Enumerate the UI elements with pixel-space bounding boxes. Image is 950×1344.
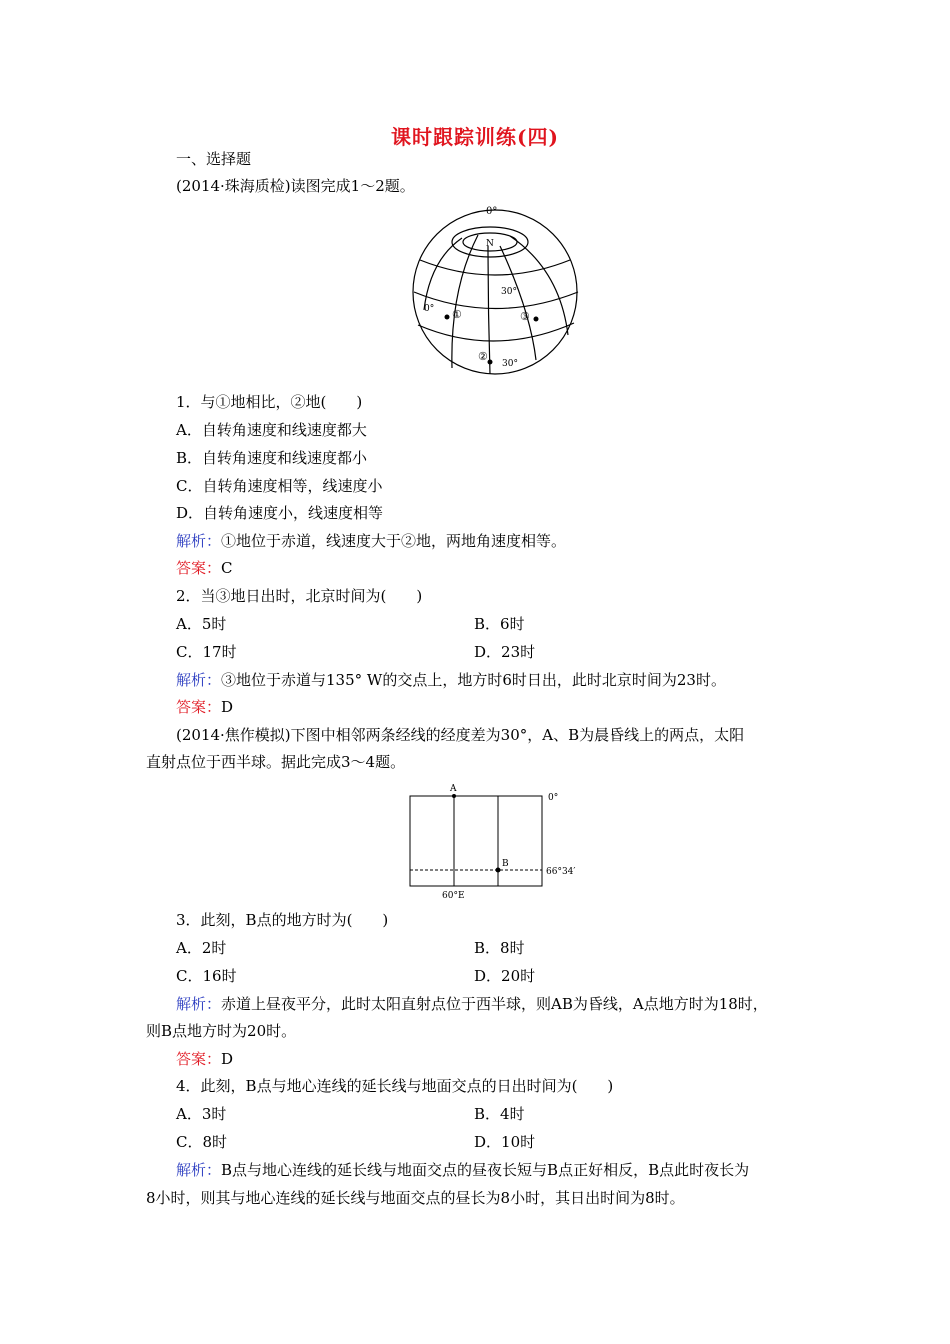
- globe-lat-label-1: 30°: [501, 287, 517, 297]
- q3-answer: [176, 1049, 233, 1069]
- point-a-dot: [452, 794, 456, 798]
- q2-analysis: [176, 670, 726, 690]
- answer-text: D: [221, 1050, 234, 1068]
- meridian-line: [510, 236, 568, 335]
- analysis-label: 解析：: [176, 532, 222, 550]
- q3-stem: 3．此刻，B点的地方时为( ): [176, 911, 389, 929]
- grid-border: [410, 796, 542, 886]
- analysis-text: 赤道上昼夜平分，此时太阳直射点位于西半球，则AB为昏线，A点地方时为18时，: [221, 995, 768, 1013]
- globe-figure: [400, 200, 590, 380]
- answer-label: 答案：: [176, 559, 222, 577]
- globe-outline: [413, 210, 577, 374]
- q4-option-b: B．4时: [474, 1105, 525, 1123]
- latitude-line: [420, 260, 570, 275]
- answer-text: C: [221, 559, 233, 577]
- q1-analysis: [176, 531, 566, 551]
- q4-option-a: A．3时: [176, 1105, 227, 1123]
- intro-q1-2: (2014·珠海质检)读图完成1～2题。: [176, 177, 415, 195]
- point-1-dot: [445, 315, 450, 320]
- section-heading: 一、选择题: [176, 150, 252, 168]
- globe-point-1: ①: [452, 308, 462, 321]
- q1-answer: [176, 558, 233, 578]
- intro-q3-4-line1: (2014·焦作模拟)下图中相邻两条经线的经度差为30°，A、B为晨昏线上的两点，太阳: [176, 726, 745, 744]
- q2-option-d: D．23时: [474, 643, 536, 661]
- meridian-line: [500, 246, 536, 360]
- q2-option-a: A．5时: [176, 615, 227, 633]
- analysis-label: 解析：: [176, 671, 222, 689]
- meridian-line: [452, 235, 478, 368]
- q4-analysis-line2: 8小时，则其与地心连线的延长线与地面交点的昼长为8小时，其日出时间为8时。: [146, 1189, 685, 1207]
- globe-lat-label-2: 30°: [502, 359, 518, 369]
- q1-option-b: B．自转角速度和线速度都小: [176, 449, 368, 467]
- analysis-text: ①地位于赤道，线速度大于②地，两地角速度相等。: [221, 532, 567, 550]
- q3-option-a: A．2时: [176, 939, 227, 957]
- point-3-dot: [534, 317, 539, 322]
- q2-answer: [176, 697, 233, 717]
- globe-left-label: 0°: [424, 304, 435, 314]
- q1-option-d: D．自转角速度小，线速度相等: [176, 504, 384, 522]
- answer-text: D: [221, 698, 234, 716]
- grid-label-a: A: [450, 784, 457, 794]
- q2-option-b: B．6时: [474, 615, 525, 633]
- globe-point-3: ③: [520, 310, 530, 323]
- q1-option-a: A．自转角速度和线速度都大: [176, 421, 367, 439]
- q3-option-b: B．8时: [474, 939, 525, 957]
- meridian-line: [488, 246, 490, 374]
- q3-analysis-line2: 则B点地方时为20时。: [146, 1022, 297, 1040]
- q1-stem: 1．与①地相比，②地( ): [176, 393, 363, 411]
- answer-label: 答案：: [176, 698, 222, 716]
- q3-option-c: C．16时: [176, 967, 237, 985]
- page-title: 课时跟踪训练(四): [391, 125, 559, 149]
- point-b-dot: [496, 868, 501, 873]
- analysis-label: 解析：: [176, 995, 222, 1013]
- q2-stem: 2．当③地日出时，北京时间为( ): [176, 587, 423, 605]
- grid-figure: [400, 782, 590, 902]
- intro-q3-4-line2: 直射点位于西半球。据此完成3～4题。: [146, 753, 406, 771]
- q3-analysis-line1: [176, 994, 768, 1014]
- q3-option-d: D．20时: [474, 967, 536, 985]
- q2-option-c: C．17时: [176, 643, 237, 661]
- analysis-text: B点与地心连线的延长线与地面交点的昼夜长短与B点正好相反，B点此时夜长为: [221, 1161, 750, 1179]
- analysis-label: 解析：: [176, 1161, 222, 1179]
- globe-pole-label: N: [486, 239, 494, 249]
- grid-label-top-right: 0°: [548, 793, 559, 803]
- grid-label-b: B: [502, 859, 509, 869]
- analysis-text: ③地位于赤道与135° W的交点上，地方时6时日出，此时北京时间为23时。: [221, 671, 726, 689]
- globe-top-label: 0°: [486, 206, 498, 217]
- q4-stem: 4．此刻，B点与地心连线的延长线与地面交点的日出时间为( ): [176, 1077, 614, 1095]
- q4-option-c: C．8时: [176, 1133, 228, 1151]
- globe-point-2: ②: [478, 350, 488, 363]
- point-2-dot: [488, 360, 493, 365]
- q1-option-c: C．自转角速度相等，线速度小: [176, 477, 383, 495]
- latitude-line: [418, 323, 574, 341]
- latitude-line: [414, 292, 578, 309]
- q4-analysis-line1: [176, 1160, 749, 1180]
- q4-option-d: D．10时: [474, 1133, 536, 1151]
- answer-label: 答案：: [176, 1050, 222, 1068]
- grid-label-lat: 66°34′: [546, 867, 576, 877]
- grid-label-bottom: 60°E: [442, 891, 465, 901]
